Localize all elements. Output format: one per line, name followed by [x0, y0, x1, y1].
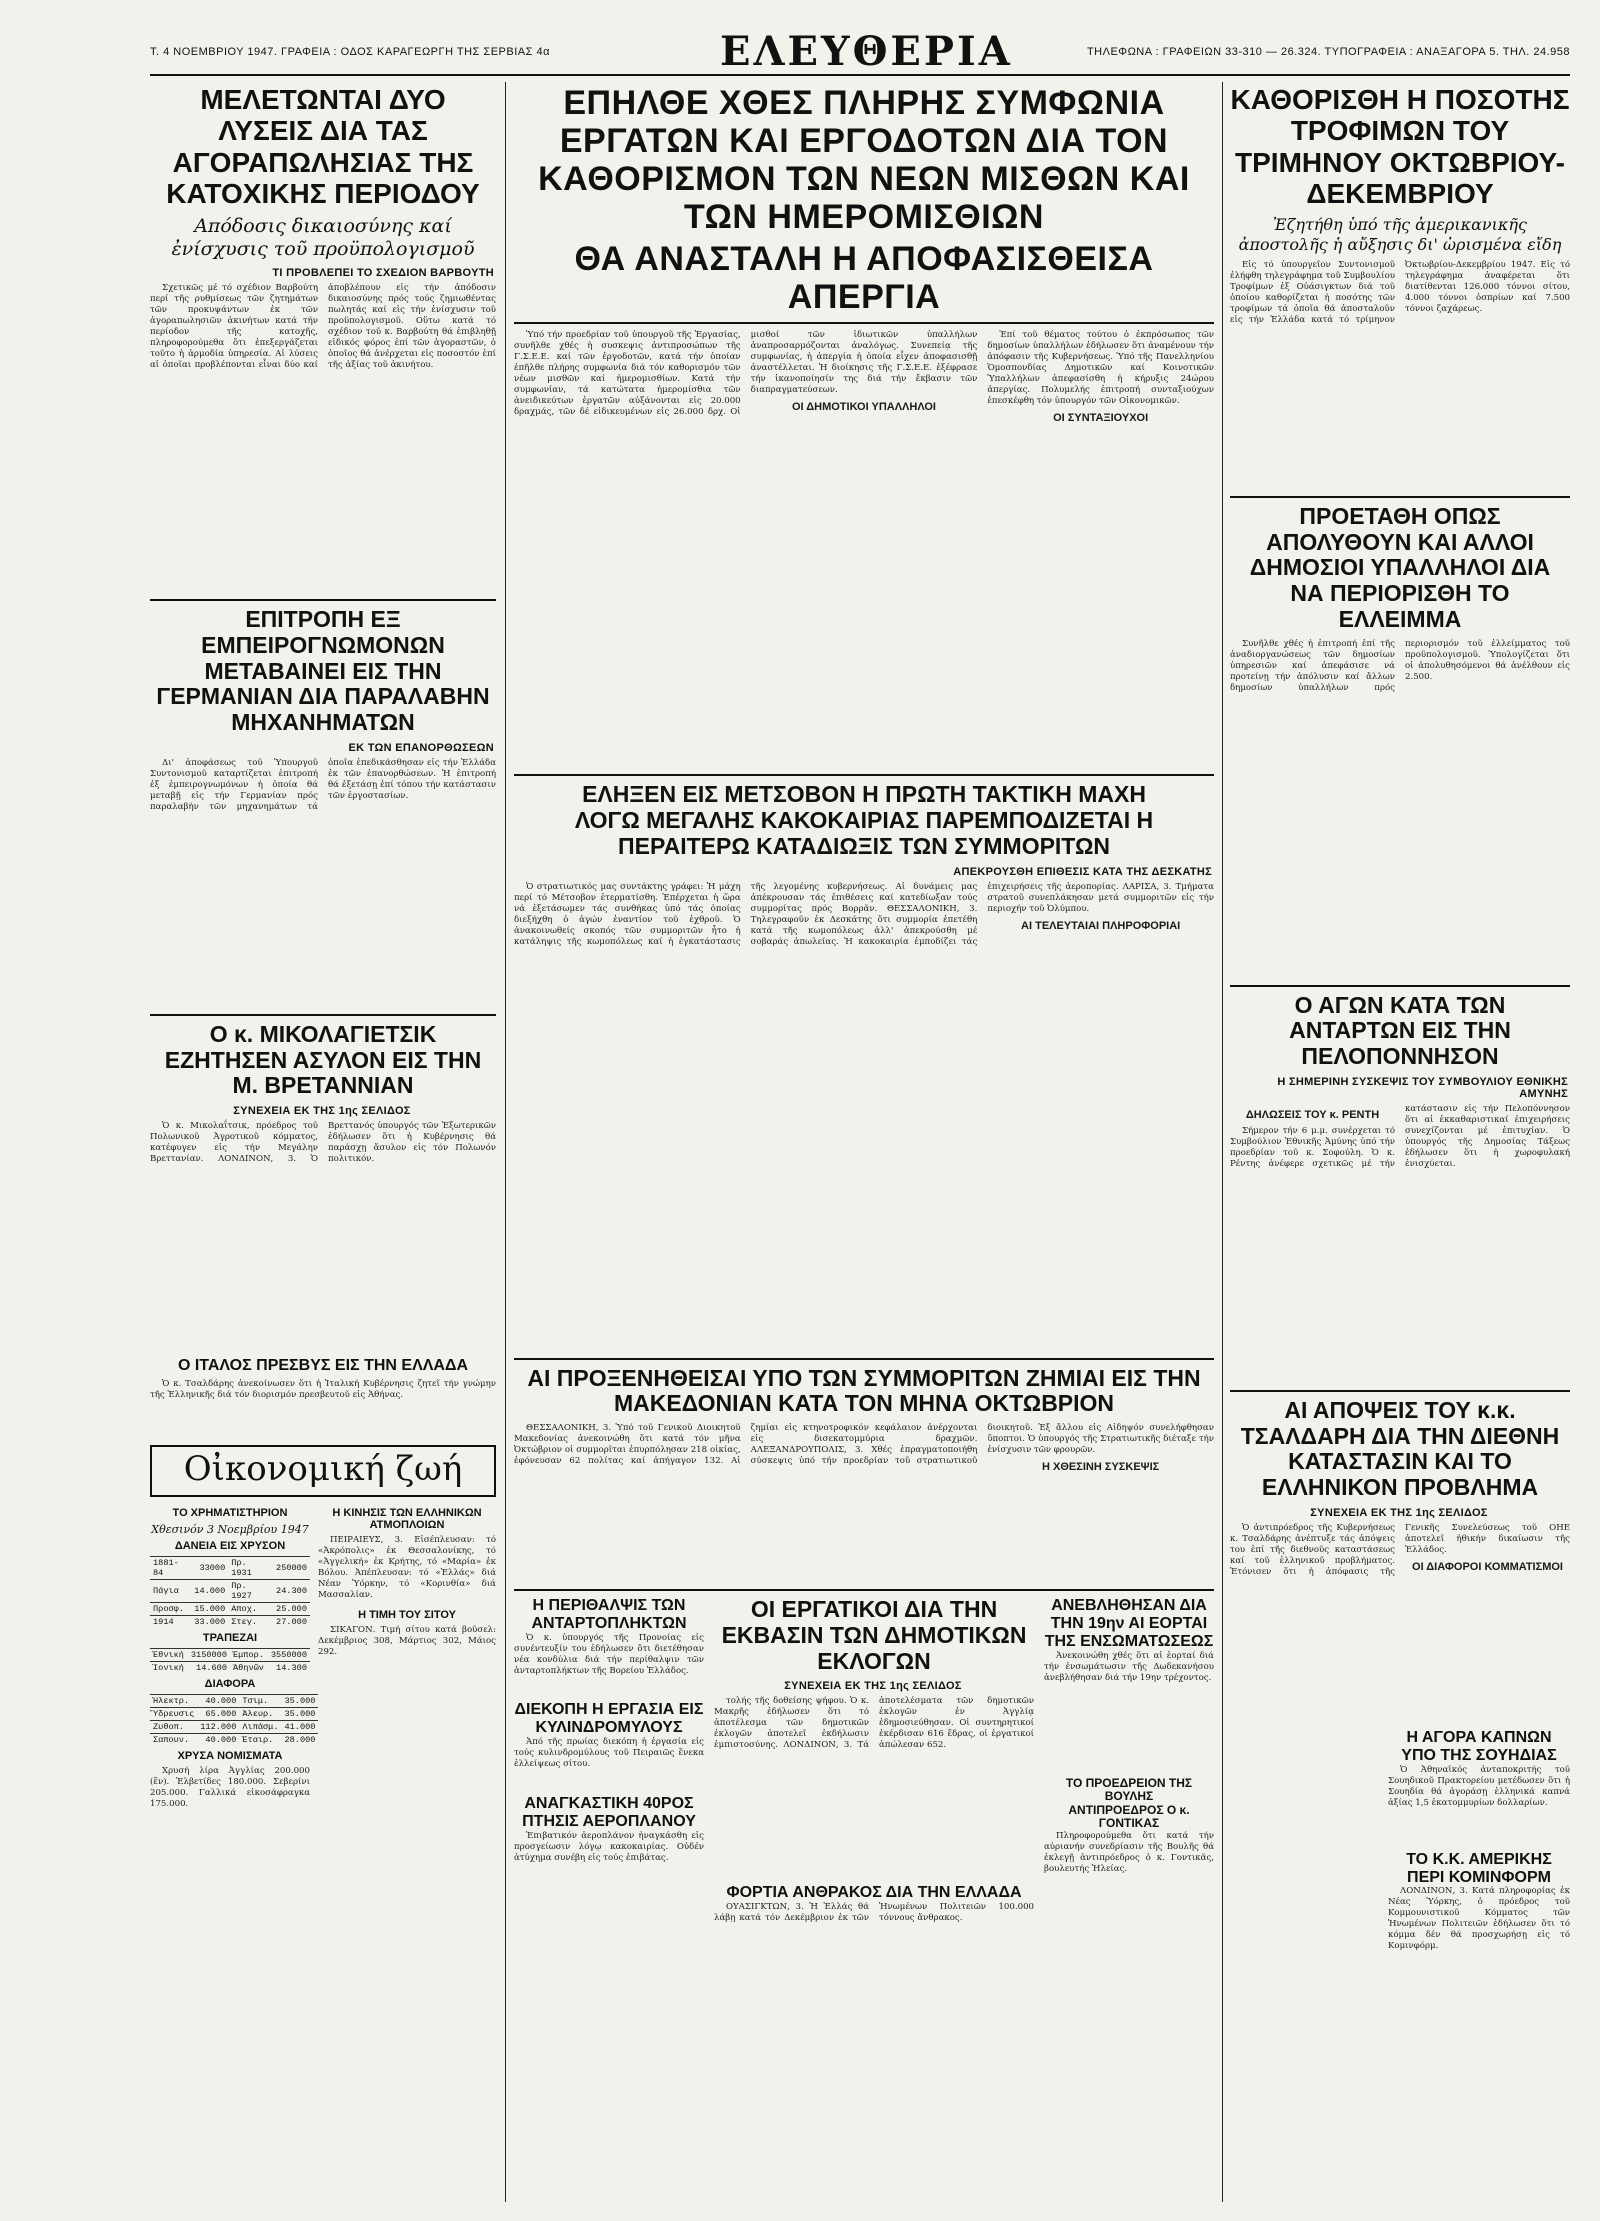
stock-exchange-date: Χθεσινόν 3 Νοεμβρίου 1947 — [151, 1522, 309, 1536]
subhead-pensioners: ΟΙ ΣΥΝΤΑΞΙΟΥΧΟΙ — [1053, 412, 1149, 425]
market-value: 35.000 — [281, 1694, 318, 1707]
headline-coal-shipments: ΦΟΡΤΙΑ ΑΝΘΡΑΚΟΣ ΔΙΑ ΤΗΝ ΕΛΛΑΔΑ — [726, 1884, 1022, 1902]
market-row — [150, 1733, 318, 1746]
market-row — [150, 1694, 318, 1707]
kicker-defence-council: Η ΣΗΜΕΡΙΝΗ ΣΥΣΚΕΨΙΣ ΤΟΥ ΣΥΜΒΟΥΛΙΟΥ ΕΘΝΙΚΗΣ ΑΜΥΝΗΣ — [1277, 1075, 1568, 1100]
market-value: 33000 — [191, 1556, 228, 1579]
market-label: Ἰονική — [150, 1661, 187, 1674]
headline-forced-landing: ΑΝΑΓΚΑΣΤΙΚΗ 40ΡΟΣ ΠΤΗΣΙΣ ΑΕΡΟΠΛΑΝΟΥ — [522, 1794, 696, 1830]
article-coal-shipments: ΟΥΑΣΙΓΚΤΩΝ, 3. Ἡ Ἐλλάς θά λάβῃ κατά τόν Δεκέμβριον ἐκ τῶν Ἡνωμένων Πολιτειῶν 100.000 τόννους ἄνθρακος. — [714, 1902, 1034, 1924]
newspaper-title: ΕΛΕΥΘΕΡΙΑ — [720, 28, 1013, 75]
shipping-box — [318, 1503, 496, 1813]
headline-refugee-care: Η ΠΕΡΙΘΑΛΨΙΣ ΤΩΝ ΑΝΤΑΡΤΟΠΛΗΚΤΩΝ — [531, 1597, 687, 1633]
kicker-continued: ΣΥΝΕΧΕΙΑ ΕΚ ΤΗΣ 1ης ΣΕΛΙΔΟΣ — [233, 1105, 411, 1118]
market-value: 41.000 — [281, 1720, 318, 1733]
subhead-rentis: ΔΗΛΩΣΕΙΣ ΤΟΥ κ. ΡΕΝΤΗ — [1245, 1108, 1380, 1121]
economy-section — [150, 1503, 496, 1813]
market-row — [150, 1661, 310, 1674]
kicker-continued-right: ΣΥΝΕΧΕΙΑ ΕΚ ΤΗΣ 1ης ΣΕΛΙΔΟΣ — [1310, 1506, 1488, 1519]
margin-bleed — [12, 80, 102, 2180]
article-italian-envoy: Ὁ κ. Τσαλδάρης ἀνεκοίνωσεν ὅτι ἡ Ἰταλική Κυβέρνησις ζητεῖ τήν γνώμην τῆς Ἑλληνικῆς διά τόν διορισμόν πρεσβευτοῦ εἰς Ἀθήνας. — [150, 1378, 496, 1400]
headline-italian-envoy: Ο ΙΤΑΛΟΣ ΠΡΕΣΒΥΣ ΕΙΣ ΤΗΝ ΕΛΛΑΔΑ — [177, 1357, 469, 1375]
headline-flour-mills: ΔΙΕΚΟΠΗ Η ΕΡΓΑΣΙΑ ΕΙΣ ΚΥΛΙΝΔΡΟΜΥΛΟΥΣ — [514, 1701, 704, 1736]
market-value: 40.000 — [197, 1733, 239, 1746]
bottom-left-stories — [514, 1597, 704, 1972]
gold-loans-table — [150, 1556, 310, 1628]
market-row — [150, 1648, 310, 1661]
market-row — [150, 1615, 310, 1628]
article-macedonia-damage: ΘΕΣΣΑΛΟΝΙΚΗ, 3. Ὑπό τοῦ Γενικοῦ Διοικητοῦ Μακεδονίας ἀνεκοινώθη ὅτι κατά τόν μῆνα Ὀκτώβριον οἱ συμμορῖται ἐπυρπόλησαν 218 οἰκίας, ἐφόνευσαν 62 πολίτας καί ἀπήγαγον 132. Αἱ ζημίαι εἰς κτηνοτροφικόν κεφάλαιον ἀνέρχονται εἰς δισεκατομμύρια δραχμῶν. ΑΛΕΞΑΝΔΡΟΥΠΟΛΙΣ, 3. Χθές ἐπραγματοποιήθη σύσκεψις ὑπό τήν προεδρίαν τοῦ στρατιωτικοῦ διοικητοῦ. Ἐξ ἄλλου εἰς Αἰδηψόν συνελήφθησαν ὕποπτοι. Ὁ ὑπουργός τῆς Στρατιωτικῆς διέταξε τήν ἐνίσχυσιν τῶν φρουρῶν. Η ΧΘΕΣΙΝΗ ΣΥΣΚΕΨΙΣ — [514, 1423, 1214, 1474]
headline-peloponnese: Ο ΑΓΩΝ ΚΑΤΑ ΤΩΝ ΑΝΤΑΡΤΩΝ ΕΙΣ ΤΗΝ ΠΕΛΟΠΟΝΝΗΣΟΝ — [1289, 991, 1511, 1070]
headline-civil-servants: ΠΡΟΕΤΑΘΗ ΟΠΩΣ ΑΠΟΛΥΘΟΥΝ ΚΑΙ ΑΛΛΟΙ ΔΗΜΟΣΙΟΙ ΥΠΑΛΛΗΛΟΙ ΔΙΑ ΝΑ ΠΕΡΙΟΡΙΣΘΗ ΤΟ ΕΛΛΕΙΜΜΑ — [1249, 502, 1551, 632]
article-food-quantity: Εἰς τό ὑπουργεῖον Συντονισμοῦ ἐλήφθη τηλεγράφημα τοῦ Συμβουλίου Τροφίμων ἐξ Οὐάσιγκτων διά τοῦ ὁποίου καθορίζεται ἡ ποσότης τῶν τροφίμων τά ὁποῖα θά ἀποσταλοῦν εἰς τήν Ἑλλάδα κατά τό τρίμηνον Ὀκτωβρίου-Δεκεμβρίου 1947. Εἰς τό τηλεγράφημα ἀναφέρεται ὅτι διατίθενται 126.000 τόννοι σίτου, 4.000 τόννοι ὀσπρίων καί 7.500 τόννοι ζαχάρεως. — [1230, 259, 1570, 325]
market-label: Ἐθνική — [150, 1648, 187, 1661]
masthead-date-address: Τ. 4 ΝΟΕΜΒΡΙΟΥ 1947. ΓΡΑΦΕΙΑ : ΟΔΟΣ ΚΑΡΑΓΕΩΡΓΗ ΤΗΣ ΣΕΡΒΙΑΣ 4α — [150, 46, 550, 58]
banks-table — [150, 1648, 310, 1674]
subhead-municipal-employees: ΟΙ ΔΗΜΟΤΙΚΟΙ ΥΠΑΛΛΗΛΟΙ — [791, 401, 936, 414]
article-civil-servants: Συνῆλθε χθές ἡ ἐπιτροπή ἐπί τῆς ἀναδιοργανώσεως τῶν δημοσίων ὑπηρεσιῶν καί ἀπεφάσισε νά προτείνῃ τήν ἀπόλυσιν καί ἄλλων δημοσίων ὑπαλλήλων πρός περιορισμόν τοῦ ἐλλείμματος τοῦ προϋπολογισμοῦ. Ὑπολογίζεται ὅτι οἱ ἀπολυθησόμενοι θά ἀνέλθουν εἰς 2.500. — [1230, 638, 1570, 693]
bottom-mid-stories — [714, 1597, 1034, 1972]
market-label: Τσιμ. — [239, 1694, 281, 1707]
headline-experts-germany: ΕΠΙΤΡΟΠΗ ΕΞ ΕΜΠΕΙΡΟΓΝΩΜΟΝΩΝ ΜΕΤΑΒΑΙΝΕΙ ΕΙΣ ΤΗΝ ΓΕΡΜΑΝΙΑΝ ΔΙΑ ΠΑΡΑΛΑΒΗΝ ΜΗΧΑΝΗΜΑΤΩΝ — [156, 606, 490, 736]
market-value: 27.000 — [273, 1615, 310, 1628]
headline-land-sales: ΜΕΛΕΤΩΝΤΑΙ ΔΥΟ ΛΥΣΕΙΣ ΔΙΑ ΤΑΣ ΑΓΟΡΑΠΩΛΗΣΙΑΣ ΤΗΣ ΚΑΤΟΧΙΚΗΣ ΠΕΡΙΟΔΟΥ — [166, 84, 480, 210]
gold-coins-text: Χρυσή λίρα Ἀγγλίας 200.000 (ἕν). Ἐλβετίδες 180.000. Σεβερίνι 205.000. Γαλλικά εἰκοσάφραγκα 175.000. — [150, 1765, 310, 1809]
market-row — [150, 1720, 318, 1733]
market-label: Αποχ. — [228, 1602, 273, 1615]
market-label: Πρ. 1931 — [228, 1556, 273, 1579]
market-value: 14.300 — [267, 1661, 310, 1674]
kicker-deskati: ΑΠΕΚΡΟΥΣΘΗ ΕΠΙΘΕΣΙΣ ΚΑΤΑ ΤΗΣ ΔΕΣΚΑΤΗΣ — [953, 865, 1212, 878]
market-label: Λιπάσμ. — [239, 1720, 281, 1733]
article-metsovo: Ὁ στρατιωτικός μας συντάκτης γράφει: Ἡ μάχη περί τό Μέτσοβον ἐτερματίσθη. Ἐπέρχεται ἡ ὥρα νά ἐξετάσωμεν τάς συνθήκας ὑπό τάς ὁποίας διεξήχθη ὁ ἀγών ἐναντίον τοῦ ἐχθροῦ. Ὁ ἀνακοινωθείς σκοπός τῶν συμμοριτῶν ἦτο ἡ κατάληψις τῆς κωμοπόλεως καί ἡ ἐγκατάστασις τῆς λεγομένης κυβερνήσεως. Αἱ δυνάμεις μας ἀπέκρουσαν τάς ἐπιθέσεις καί κατεδίωξαν τούς συμμορίτας πρός Βορρᾶν. ΘΕΣΣΑΛΟΝΙΚΗ, 3. Τηλεγραφοῦν ἐκ Δεσκάτης ὅτι συμμορία ἐπετέθη κατά τῆς κωμοπόλεως ἀλλ' ἀπεκρούσθη μέ σοβαράς ἀπωλείας. Ἡ κακοκαιρία ἐμποδίζει τάς ἐπιχειρήσεις τῆς ἀεροπορίας. ΛΑΡΙΣΑ, 3. Τμήματα στρατοῦ συνεπλάκησαν μετά συμμοριτῶν εἰς τήν περιοχήν τοῦ Ὀλύμπου. ΑΙ ΤΕΛΕΥΤΑΙΑΙ ΠΛΗΡΟΦΟΡΙΑΙ — [514, 881, 1214, 947]
misc-table — [150, 1694, 318, 1746]
headline-labor-agreement: ΕΠΗΛΘΕ ΧΘΕΣ ΠΛΗΡΗΣ ΣΥΜΦΩΝΙΑ ΕΡΓΑΤΩΝ ΚΑΙ ΕΡΓΟΔΟΤΩΝ ΔΙΑ ΤΟΝ ΚΑΘΟΡΙΣΜΟΝ ΤΩΝ ΝΕΩΝ ΜΙΣΘΩΝ ΚΑΙ ΤΩΝ ΗΜΕΡΟΜΙΣΘΙΩΝ — [538, 84, 1190, 237]
article-cp-america: ΛΟΝΔΙΝΟΝ, 3. Κατά πληροφορίας ἐκ Νέας Ὑόρκης, ὁ πρόεδρος τοῦ Κομμουνιστικοῦ Κόμματος τῶν Ἡνωμένων Πολιτειῶν ἐδήλωσεν ὅτι τό κόμμα δέν θά προσχωρήσῃ εἰς τό Κομινφόρμ. — [1388, 1886, 1570, 1952]
market-label: Ζυθοπ. — [150, 1720, 197, 1733]
market-label: Ἀλευρ. — [239, 1707, 281, 1720]
column-rule — [505, 82, 506, 2202]
market-label: Ὕδρευσις — [150, 1707, 197, 1720]
kicker-varvoutis: ΤΙ ΠΡΟΒΛΕΠΕΙ ΤΟ ΣΧΕΔΙΟΝ ΒΑΡΒΟΥΤΗ — [272, 267, 494, 280]
subhead-latest-info: ΑΙ ΤΕΛΕΥΤΑΙΑΙ ΠΛΗΡΟΦΟΡΙΑΙ — [1021, 919, 1181, 932]
headline-mikolajczyk: Ο κ. ΜΙΚΟΛΑΓΙΕΤΣΙΚ ΕΖΗΤΗΣΕΝ ΑΣΥΛΟΝ ΕΙΣ ΤΗΝ Μ. ΒΡΕΤΑΝΝΙΑΝ — [164, 1020, 482, 1099]
bottom-right-stories — [1044, 1597, 1214, 1972]
market-value: 250000 — [273, 1556, 310, 1579]
market-value: 35.000 — [281, 1707, 318, 1720]
article-parliament: Πληροφορούμεθα ὅτι κατά τήν αὐριανήν συνεδρίασιν τῆς Βουλῆς θά ἐκλεγῇ ἀντιπρόεδρος ὁ κ. Γοντικᾶς, βουλευτής Ἠλείας. — [1044, 1830, 1214, 1874]
headline-strike-suspended: ΘΑ ΑΝΑΣΤΑΛΗ Η ΑΠΟΦΑΣΙΣΘΕΙΣΑ ΑΠΕΡΓΙΑ — [514, 240, 1214, 324]
headline-tsaldaris: ΑΙ ΑΠΟΨΕΙΣ ΤΟΥ κ.κ. ΤΣΑΛΔΑΡΗ ΔΙΑ ΤΗΝ ΔΙΕΘΝΗ ΚΑΤΑΣΤΑΣΙΝ ΚΑΙ ΤΟ ΕΛΛΗΝΙΚΟΝ ΠΡΟΒΛΗΜΑ — [1240, 1396, 1560, 1501]
market-row — [150, 1707, 318, 1720]
article-labor-agreement: Ὑπό τήν προεδρίαν τοῦ ὑπουργοῦ τῆς Ἐργασίας, συνῆλθε χθές ἡ συσκεψις ἀντιπροσώπων τῆς Γ.Σ.Ε.Ε. καί τῶν ἐργοδοτῶν, κατά τήν ὁποίαν ἐπῆλθε πλήρης συμφωνία διά τόν καθορισμόν τῶν νέων μισθῶν καί ἡμερομισθίων. Κατά τήν συμφωνίαν, τά κατώτατα ἡμερομίσθια τῶν ἀνειδικεύτων ἐργατῶν αὐξάνονται εἰς 20.000 δραχμάς, τῶν δέ εἰδικευμένων εἰς 26.000 δρχ. Οἱ μισθοί τῶν ἰδιωτικῶν ὑπαλλήλων ἀναπροσαρμόζονται ἀναλόγως. Συνεπείᾳ τῆς συμφωνίας, ἡ ἀπεργία ἡ ὁποία εἶχεν ἀποφασισθῇ ἀναστέλλεται. Ἡ διοίκησις τῆς Γ.Σ.Ε.Ε. ἐξέφρασε τήν ἱκανοποίησίν της διά τήν ἔκβασιν τῶν διαπραγματεύσεων. ΟΙ ΔΗΜΟΤΙΚΟΙ ΥΠΑΛΛΗΛΟΙ Ἐπί τοῦ θέματος τούτου ὁ ἐκπρόσωπος τῶν δημοσίων ὑπαλλήλων ἐδήλωσεν ὅτι ἀναμένουν τήν ἀπόφασιν τῆς Κυβερνήσεως. Ὑπό τῆς Πανελληνίου Ὁμοσπονδίας Δημοτικῶν καί Κοινοτικῶν Ὑπαλλήλων ἀπεφασίσθη ἡ κήρυξις 24ώρου ἀπεργίας. Πολυμελής ἐπιτροπή συνταξιούχων ἐπεσκέφθη τόν ὑπουργόν τῶν Οἰκονομικῶν. ΟΙ ΣΥΝΤΑΞΙΟΥΧΟΙ — [514, 330, 1214, 425]
article-tobacco-sweden: Ὁ Ἀθηναϊκός ἀνταποκριτής τοῦ Σουηδικοῦ Πρακτορείου μετέδωσεν ὅτι ἡ Σουηδία θά ἀγοράσῃ ἑλληνικά καπνά ἀξίας 1,5 ἑκατομμυρίων δολλαρίων. — [1388, 1764, 1570, 1808]
gold-coins-title: ΧΡΥΣΑ ΝΟΜΙΣΜΑΤΑ — [177, 1749, 283, 1762]
headline-macedonia-damage: ΑΙ ΠΡΟΞΕΝΗΘΕΙΣΑΙ ΥΠΟ ΤΩΝ ΣΥΜΜΟΡΙΤΩΝ ΖΗΜΙΑΙ ΕΙΣ ΤΗΝ ΜΑΚΕΔΟΝΙΑΝ ΚΑΤΑ ΤΟΝ ΜΗΝΑ ΟΚΤΩΒΡΙΟΝ — [527, 1364, 1201, 1417]
left-column — [150, 84, 496, 2194]
market-label: Ἐταιρ. — [239, 1733, 281, 1746]
section-mikolajczyk — [150, 1014, 496, 1439]
right-column — [1230, 84, 1570, 2194]
article-festivities: Ἀνεκοινώθη χθές ὅτι αἱ ἑορταί διά τήν ἐνσωμάτωσιν τῆς Δωδεκανήσου ἀνεβλήθησαν διά τήν 19ην τρέχοντος. — [1044, 1650, 1214, 1683]
market-value: 112.000 — [197, 1720, 239, 1733]
section-experts — [150, 599, 496, 1008]
market-label: Στεγ. — [228, 1615, 273, 1628]
article-peloponnese: ΔΗΛΩΣΕΙΣ ΤΟΥ κ. ΡΕΝΤΗ Σήμερον τήν 6 μ.μ. συνέρχεται τό Συμβούλιον Ἐθνικῆς Ἀμύνης ὑπό τήν προεδρίαν τοῦ κ. Σοφούλη. Ὁ κ. Ρέντης ἀνέφερε σχετικῶς μέ τήν κατάστασιν εἰς τήν Πελοπόννησον ὅτι αἱ ἐκκαθαριστικαί ἐπιχειρήσεις συνεχίζονται μέ ἐπιτυχίαν. Ὁ ὑπουργός τῆς Δημοσίας Τάξεως ἐδήλωσεν ὅτι ἡ χωροφυλακή ἐνισχύεται. — [1230, 1103, 1570, 1169]
market-value: 40.000 — [197, 1694, 239, 1707]
deck-land-sales: Απόδοσις δικαιοσύνης καί ἐνίσχυσις τοῦ προϋπολογισμοῦ — [171, 215, 475, 261]
banks-title: ΤΡΑΠΕΖΑΙ — [202, 1631, 258, 1644]
market-value: 15.000 — [191, 1602, 228, 1615]
headline-festivities-postponed: ΑΝΕΒΛΗΘΗΣΑΝ ΔΙΑ ΤΗΝ 19ην ΑΙ ΕΟΡΤΑΙ ΤΗΣ ΕΝΣΩΜΑΤΩΣΕΩΣ — [1044, 1597, 1214, 1651]
market-label: 1914 — [150, 1615, 191, 1628]
market-row — [150, 1602, 310, 1615]
market-value: 28.000 — [281, 1733, 318, 1746]
market-value: 3550000 — [267, 1648, 310, 1661]
article-labour-elections: τολής τῆς δοθείσης ψήφου. Ὁ κ. Μακρῆς ἐδήλωσεν ὅτι τό ἀποτέλεσμα τῶν δημοτικῶν ἐκλογῶν ἀποτελεῖ ἐκδήλωσιν ἐμπιστοσύνης. ΛΟΝΔΙΝΟΝ, 3. Τά ἀποτελέσματα τῶν δημοτικῶν ἐκλογῶν ἐν Ἀγγλίᾳ ἐδημοσιεύθησαν. Οἱ συντηρητικοί ἐκέρδισαν 616 ἕδρας, οἱ ἐργατικοί ἀπώλεσαν 652. — [714, 1696, 1034, 1751]
article-land-sales: Σχετικῶς μέ τό σχέδιον Βαρβούτη περί τῆς ρυθμίσεως τῶν ζητημάτων τῶν προκυψάντων ἐκ τῶν ἀγοραπωλησιῶν ἀκινήτων κατά τήν περίοδον τῆς κατοχῆς, πληροφορούμεθα ὅτι ἐπεξεργάζεται τοῦτο ἡ ἁρμοδία ὑπηρεσία. Αἱ λύσεις αἱ ὁποῖαι προβλέπονται εἶναι δύο καί ἀποβλέπουν εἰς τήν ἀπόδοσιν δικαιοσύνης πρός τούς ζημιωθέντας πωλητάς καί εἰς τήν ἐνίσχυσιν τοῦ προϋπολογισμοῦ. Οὕτω κατά τό σχέδιον τοῦ κ. Βαρβούτη θά ἐπιβληθῇ εἰδικός φόρος ἐπί τῶν ἀγοραστῶν, ὁ ὁποῖος θά ἀνέρχεται εἰς ποσοστόν ἐπί τῆς ἀξίας τοῦ ἀκινήτου. — [150, 283, 496, 371]
masthead-phones: ΤΗΛΕΦΩΝΑ : ΓΡΑΦΕΙΩΝ 33-310 — 26.324. ΤΥΠΟΓΡΑΦΕΙΑ : ΑΝΑΞΑΓΟΡΑ 5. ΤΗΛ. 24.958 — [1086, 46, 1570, 58]
headline-tobacco-sweden: Η ΑΓΟΡΑ ΚΑΠΝΩΝ ΥΠΟ ΤΗΣ ΣΟΥΗΔΙΑΣ — [1401, 1728, 1557, 1764]
wheat-price-title: Η ΤΙΜΗ ΤΟΥ ΣΙΤΟΥ — [358, 1608, 456, 1621]
market-value: 14.000 — [191, 1579, 228, 1602]
article-mikolajczyk: Ὁ κ. Μικολαΐτσικ, πρόεδρος τοῦ Πολωνικοῦ Ἀγροτικοῦ κόμματος, κατέφυγεν εἰς τήν Μεγάλην Βρεττανίαν. ΛΟΝΔΙΝΟΝ, 3. Ὁ Βρεττανός ὑπουργός τῶν Ἐξωτερικῶν ἐδήλωσεν ὅτι ἡ Κυβέρνησις θά παράσχῃ ἄσυλον εἰς τόν Πολωνόν πολιτικόν. — [150, 1121, 496, 1165]
market-row — [150, 1556, 310, 1579]
column-rule — [1222, 82, 1223, 2202]
stock-exchange-box — [150, 1503, 316, 1813]
article-refugee-care: Ὁ κ. ὑπουργός τῆς Προνοίας εἰς συνέντευξίν του ἐδήλωσεν ὅτι διετέθησαν νέα κονδύλια διά τήν περίθαλψιν τῶν ἀνταρτοπλήκτων τῆς Βορείου Ἑλλάδος. — [514, 1633, 704, 1677]
masthead — [150, 28, 1570, 76]
market-label: Ἐμπορ. — [230, 1648, 267, 1661]
section-macedonia-damage — [514, 1358, 1214, 1584]
article-flour-mills: Ἀπό τῆς πρωίας διεκόπη ἡ ἐργασία εἰς τούς κυλινδρομύλους τοῦ Πειραιῶς ἕνεκα ἐλλείψεως σίτου. — [514, 1736, 704, 1769]
wheat-price-text: ΣΙΚΑΓΟΝ. Τιμή σίτου κατά βοῦσελ: Δεκέμβριος 308, Μάρτιος 302, Μάιος 292. — [318, 1624, 496, 1657]
market-value: 65.000 — [197, 1707, 239, 1720]
bottom-right-stories-right — [1388, 1729, 1570, 2007]
shipping-text: ΠΕΙΡΑΙΕΥΣ, 3. Εἰσέπλευσαν: τό «Ἀκρόπολις» ἐκ Θεσσαλονίκης, τό «Ἀγγελική» ἐκ Κρήτης, τό «Μαρία» ἐκ Βόλου. Ἀπέπλευσαν: τό «Ἑλλάς» διά Νέαν Ὑόρκην, τό «Κορινθία» διά Μασσαλίαν. — [318, 1534, 496, 1600]
section-peloponnese — [1230, 985, 1570, 1384]
market-value: 3150000 — [187, 1648, 230, 1661]
section-bottom-right — [1230, 1729, 1570, 2007]
article-experts: Δι' ἀποφάσεως τοῦ Ὑπουργοῦ Συντονισμοῦ καταρτίζεται ἐπιτροπή ἐξ ἐμπειρογνωμόνων ἡ ὁποία θά μεταβῇ εἰς τήν Γερμανίαν πρός παραλαβήν τῶν μηχανημάτων τά ὁποῖα ἐπεδικάσθησαν εἰς τήν Ἑλλάδα ἐκ τῶν ἐπανορθώσεων. Ἡ ἐπιτροπή θά ἐξετάσῃ ἐπί τόπου τήν κατάστασιν τῶν ἐργοστασίων. — [150, 757, 496, 812]
section-bottom-center — [514, 1589, 1214, 1972]
market-label: Προσφ. — [150, 1602, 191, 1615]
headline-parliament-presidium: ΤΟ ΠΡΟΕΔΡΕΙΟΝ ΤΗΣ ΒΟΥΛΗΣ — [1065, 1775, 1193, 1804]
misc-title: ΔΙΑΦΟΡΑ — [204, 1677, 256, 1690]
headline-bad-weather: ΛΟΓΩ ΜΕΓΑΛΗΣ ΚΑΚΟΚΑΙΡΙΑΣ ΠΑΡΕΜΠΟΔΙΖΕΤΑΙ Η ΠΕΡΑΙΤΕΡΩ ΚΑΤΑΔΙΩΞΙΣ ΤΩΝ ΣΥΜΜΟΡΙΤΩΝ — [574, 807, 1154, 859]
subhead-communism: ΟΙ ΔΙΑΦΟΡΟΙ ΚΟΜΜΑΤΙΣΜΟΙ — [1412, 1560, 1563, 1573]
market-label: Πάγια — [150, 1579, 191, 1602]
market-label: Ἠλεκτρ. — [150, 1694, 197, 1707]
market-label: Πρ. 1927 — [228, 1579, 273, 1602]
headline-metsovo: ΕΛΗΞΕΝ ΕΙΣ ΜΕΤΣΟΒΟΝ Η ΠΡΩΤΗ ΤΑΚΤΙΚΗ ΜΑΧΗ — [582, 781, 1146, 808]
headline-food-quantity: ΚΑΘΟΡΙΣΘΗ Η ΠΟΣΟΤΗΣ ΤΡΟΦΙΜΩΝ ΤΟΥ ΤΡΙΜΗΝΟΥ ΟΚΤΩΒΡΙΟΥ-ΔΕΚΕΜΒΡΙΟΥ — [1230, 84, 1570, 210]
kicker-continued-center: ΣΥΝΕΧΕΙΑ ΕΚ ΤΗΣ 1ης ΣΕΛΙΔΟΣ — [784, 1680, 962, 1693]
market-value: 24.300 — [273, 1579, 310, 1602]
center-column — [514, 84, 1214, 2194]
kicker-reparations: ΕΚ ΤΩΝ ΕΠΑΝΟΡΘΩΣΕΩΝ — [348, 741, 494, 754]
bottom-right-filler — [1230, 1729, 1380, 2007]
stock-exchange-title: ΤΟ ΧΡΗΜΑΤΙΣΤΗΡΙΟΝ — [172, 1506, 288, 1519]
gold-loans-title: ΔΑΝΕΙΑ ΕΙΣ ΧΡΥΣΟΝ — [174, 1539, 286, 1552]
headline-cp-america: ΤΟ Κ.Κ. ΑΜΕΡΙΚΗΣ ΠΕΡΙ ΚΟΜΙΝΦΟΡΜ — [1406, 1850, 1552, 1886]
section-metsovo — [514, 774, 1214, 1351]
market-label: 1881-84 — [150, 1556, 191, 1579]
deck-food-quantity: Ἐζητήθη ὑπό τῆς ἀμερικανικῆς ἀποστολῆς ἡ αὔξησις δι' ὡρισμένα εἴδη — [1238, 215, 1562, 254]
section-civil-servants — [1230, 496, 1570, 979]
section-tsaldaris — [1230, 1390, 1570, 1723]
article-tsaldaris: Ὁ ἀντιπρόεδρος τῆς Κυβερνήσεως κ. Τσαλδάρης ἀνέπτυξε τάς ἀπόψεις του ἐπί τῆς διεθνοῦς καταστάσεως καί τοῦ ἑλληνικοῦ προβλήματος. Ἐτόνισεν ὅτι ἡ ἀπόφασις τῆς Γενικῆς Συνελεύσεως τοῦ ΟΗΕ ἀποτελεῖ ἠθικήν δικαίωσιν τῆς Ἑλλάδος. ΟΙ ΔΙΑΦΟΡΟΙ ΚΟΜΜΑΤΙΣΜΟΙ — [1230, 1522, 1570, 1577]
headline-labour-elections: ΟΙ ΕΡΓΑΤΙΚΟΙ ΔΙΑ ΤΗΝ ΕΚΒΑΣΙΝ ΤΩΝ ΔΗΜΟΤΙΚΩΝ ΕΚΛΟΓΩΝ — [721, 1596, 1027, 1674]
market-label: Σαπουν. — [150, 1733, 197, 1746]
economy-section-title: Οἰκονομική ζωή — [150, 1445, 496, 1497]
market-row — [150, 1579, 310, 1602]
subhead-yesterday-meeting: Η ΧΘΕΣΙΝΗ ΣΥΣΚΕΨΙΣ — [1042, 1461, 1160, 1474]
market-value: 33.000 — [191, 1615, 228, 1628]
market-value: 14.600 — [187, 1661, 230, 1674]
market-value: 25.000 — [273, 1602, 310, 1615]
market-label: Ἀθηνῶν — [230, 1661, 267, 1674]
headline-vice-president: ΑΝΤΙΠΡΟΕΔΡΟΣ Ο κ. ΓΟΝΤΙΚΑΣ — [1068, 1802, 1190, 1831]
shipping-title: Η ΚΙΝΗΣΙΣ ΤΩΝ ΕΛΛΗΝΙΚΩΝ ΑΤΜΟΠΛΟΙΩΝ — [332, 1506, 482, 1531]
article-forced-landing: Ἐπιβατικόν ἀεροπλάνον ἠναγκάσθη εἰς προσγείωσιν λόγῳ κακοκαιρίας. Οὐδέν ἀτύχημα συνέβη εἰς τούς ἐπιβάτας. — [514, 1830, 704, 1863]
